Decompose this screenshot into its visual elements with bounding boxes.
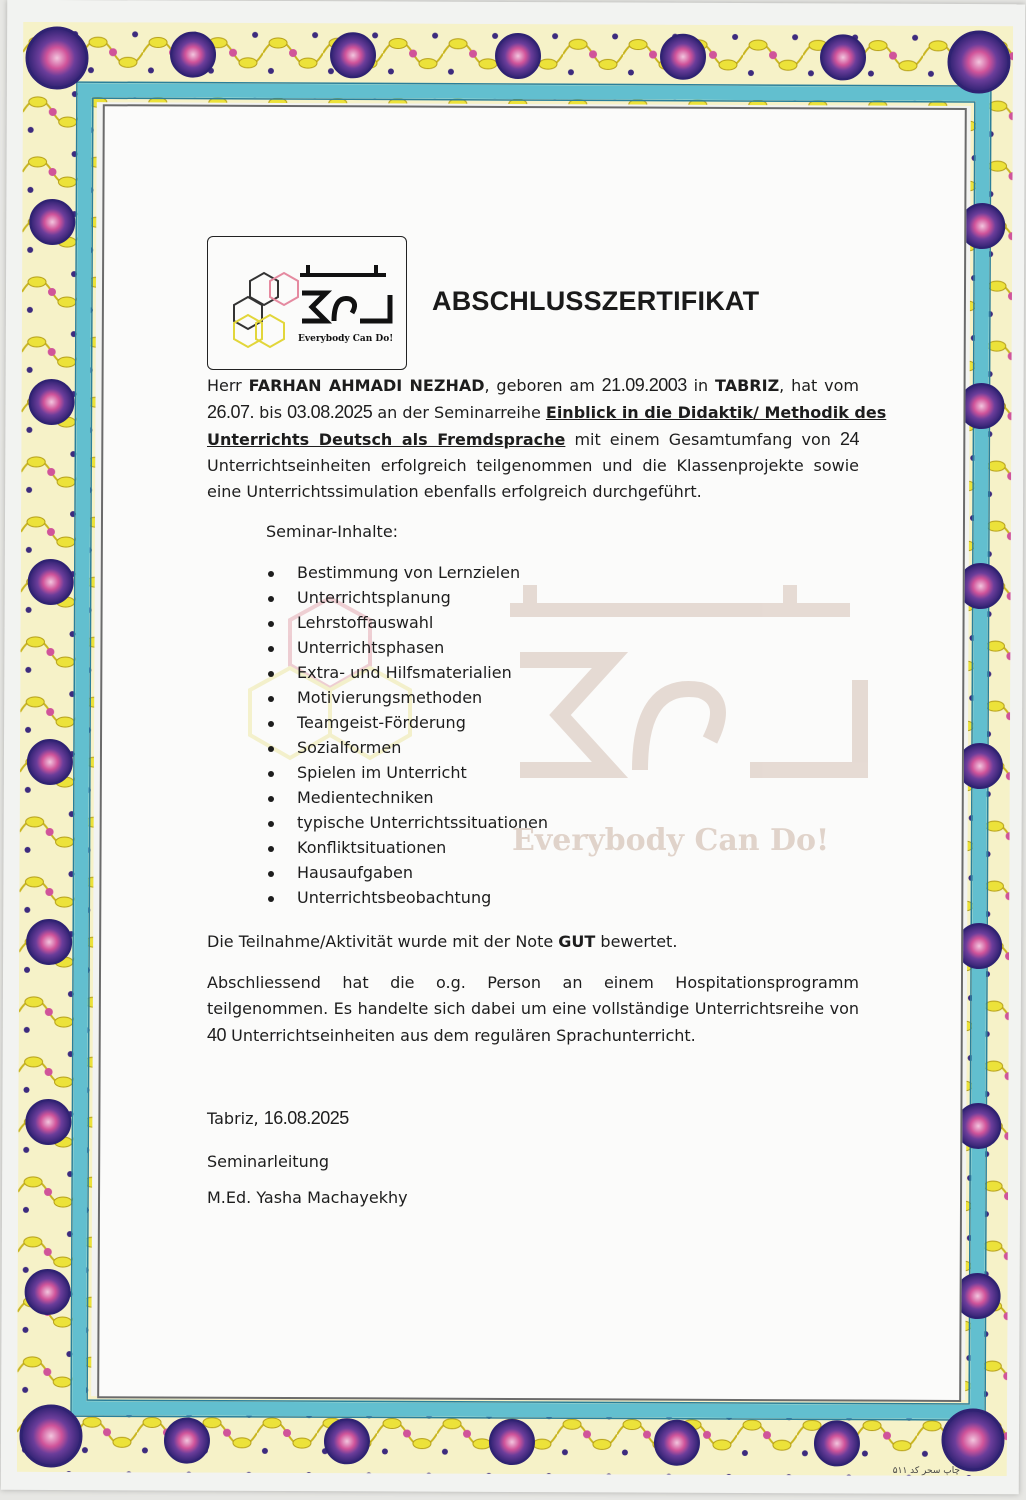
issue-date: 16.08.2025 bbox=[263, 1108, 349, 1128]
recipient-name: FARHAN AHMADI NEZHAD bbox=[248, 376, 485, 395]
unit-count: 24 bbox=[839, 429, 859, 449]
paragraph-line-1: Abschliessend hat die o.g. Person an einem Hospitationsprogramm bbox=[207, 973, 859, 992]
grade-value: GUT bbox=[558, 932, 596, 951]
paragraph-line-1: Herr FARHAN AHMADI NEZHAD, geboren am 21.09.2003 in TABRIZ, hat vom bbox=[207, 375, 860, 395]
paragraph-line-4: Unterrichtseinheiten erfolgreich teilgenommen und die Klassenprojekte sowie bbox=[207, 456, 859, 475]
birth-city: TABRIZ bbox=[715, 376, 780, 395]
seminar-topics-list bbox=[266, 560, 548, 910]
list-item: Unterrichtsbeobachtung bbox=[266, 885, 548, 910]
list-item: Unterrichtsplanung bbox=[266, 585, 548, 610]
list-item: Konfliktsituationen bbox=[266, 835, 548, 860]
list-item: Bestimmung von Lernzielen bbox=[266, 560, 548, 585]
hospitation-paragraph bbox=[207, 970, 859, 1049]
seminar-title-part2: Unterrichts Deutsch als Fremdsprache bbox=[207, 430, 566, 449]
grade-sentence: Die Teilnahme/Aktivität wurde mit der Note GUT bewertet. bbox=[207, 932, 678, 951]
signature-role: Seminarleitung bbox=[207, 1152, 329, 1171]
list-item: Unterrichtsphasen bbox=[266, 635, 548, 660]
seminar-title-part1: Einblick in die Didaktik/ Methodik des bbox=[545, 403, 887, 422]
list-item: Hausaufgaben bbox=[266, 860, 548, 885]
printer-code: چاپ سحر کد ۵۱۱ bbox=[892, 1466, 960, 1476]
logo-tagline: Everybody Can Do! bbox=[298, 334, 394, 344]
list-item: Spielen im Unterricht bbox=[266, 760, 548, 785]
organization-logo bbox=[207, 236, 407, 370]
place-and-date: Tabriz, 16.08.2025 bbox=[207, 1108, 349, 1128]
paragraph-line-5: eine Unterrichtssimulation ebenfalls erfolgreich durchgeführt. bbox=[207, 482, 702, 501]
watermark-text: Everybody Can Do! bbox=[512, 823, 830, 858]
signatory-name: M.Ed. Yasha Machayekhy bbox=[207, 1188, 408, 1207]
paragraph-line-3: Unterrichts Deutsch als Fremdsprache mit einem Gesamtumfang von 24 bbox=[207, 429, 859, 449]
paragraph-line-3: 40 Unterrichtseinheiten aus dem regulären Sprachunterricht. bbox=[207, 1025, 696, 1045]
hospitation-units: 40 bbox=[207, 1025, 227, 1045]
paragraph-line-2: teilgenommen. Es handelte sich dabei um eine vollständige Unterrichtsreihe von bbox=[207, 999, 859, 1018]
list-item: Medientechniken bbox=[266, 785, 548, 810]
certificate-title: ABSCHLUSSZERTIFIKAT bbox=[432, 286, 760, 316]
list-item: Extra- und Hilfsmaterialien bbox=[266, 660, 548, 685]
certificate-main-paragraph bbox=[207, 372, 887, 505]
list-item: Lehrstoffauswahl bbox=[266, 610, 548, 635]
list-item: Teamgeist-Förderung bbox=[266, 710, 548, 735]
seminar-contents-label: Seminar-Inhalte: bbox=[266, 522, 399, 541]
date-to: 03.08.2025 bbox=[287, 402, 373, 422]
paragraph-line-2: 26.07. bis 03.08.2025 an der Seminarreihe Einblick in die Didaktik/ Methodik des bbox=[207, 402, 887, 422]
list-item: Motivierungsmethoden bbox=[266, 685, 548, 710]
list-item: typische Unterrichtssituationen bbox=[266, 810, 548, 835]
birth-date: 21.09.2003 bbox=[601, 375, 687, 395]
date-from: 26.07. bbox=[207, 402, 255, 422]
list-item: Sozialformen bbox=[266, 735, 548, 760]
